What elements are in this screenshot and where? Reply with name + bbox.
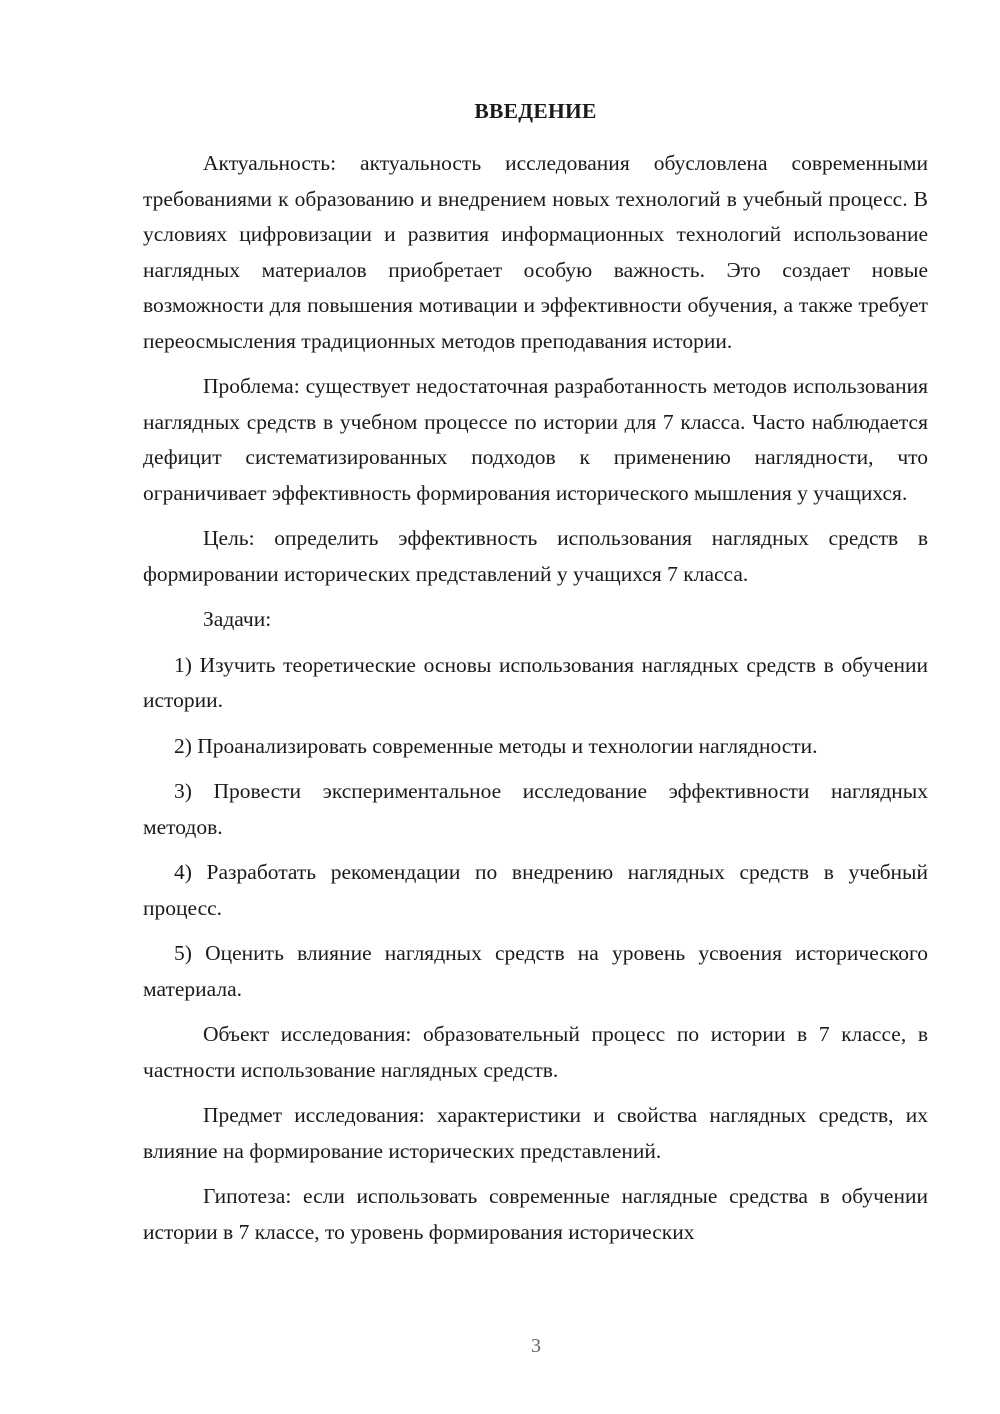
task-item-2: 2) Проанализировать современные методы и технологии наглядности. <box>174 733 818 758</box>
paragraph-goal: Цель: определить эффективность использования наглядных средств в формировании исторических представлений у учащихся 7 класса. <box>143 526 928 586</box>
page-number: 3 <box>531 1335 541 1357</box>
task-item-4: 4) Разработать рекомендации по внедрению наглядных средств в учебный процесс. <box>143 860 928 920</box>
paragraph-relevance: Актуальность: актуальность исследования обусловлена современными требованиями к образованию и внедрением новых технологий в учебный процесс. В условиях цифровизации и развития информационных технологий использование наглядных материалов приобретает особую важность. Это создает новые возможности для повышения мотивации и эффективности обучения, а также требует переосмысления традиционных методов преподавания истории. <box>143 151 928 353</box>
paragraph-problem: Проблема: существует недостаточная разработанность методов использования наглядных средств в учебном процессе по истории для 7 класса. Часто наблюдается дефицит систематизированных подходов к применению наглядности, что ограничивает эффективность формирования исторического мышления у учащихся. <box>143 374 928 505</box>
paragraph-object: Объект исследования: образовательный процесс по истории в 7 классе, в частности использование наглядных средств. <box>143 1022 928 1082</box>
paragraph-subject: Предмет исследования: характеристики и свойства наглядных средств, их влияние на формирование исторических представлений. <box>143 1103 928 1163</box>
tasks-label: Задачи: <box>203 607 272 631</box>
task-item-3: 3) Провести экспериментальное исследование эффективности наглядных методов. <box>143 779 928 839</box>
page-content <box>143 96 928 1260</box>
task-item-1: 1) Изучить теоретические основы использования наглядных средств в обучении истории. <box>143 652 928 712</box>
task-item-5: 5) Оценить влияние наглядных средств на уровень усвоения исторического материала. <box>143 941 928 1001</box>
page-title: ВВЕДЕНИЕ <box>474 99 597 123</box>
paragraph-hypothesis: Гипотеза: если использовать современные наглядные средства в обучении истории в 7 классе, то уровень формирования исторических <box>143 1184 928 1244</box>
